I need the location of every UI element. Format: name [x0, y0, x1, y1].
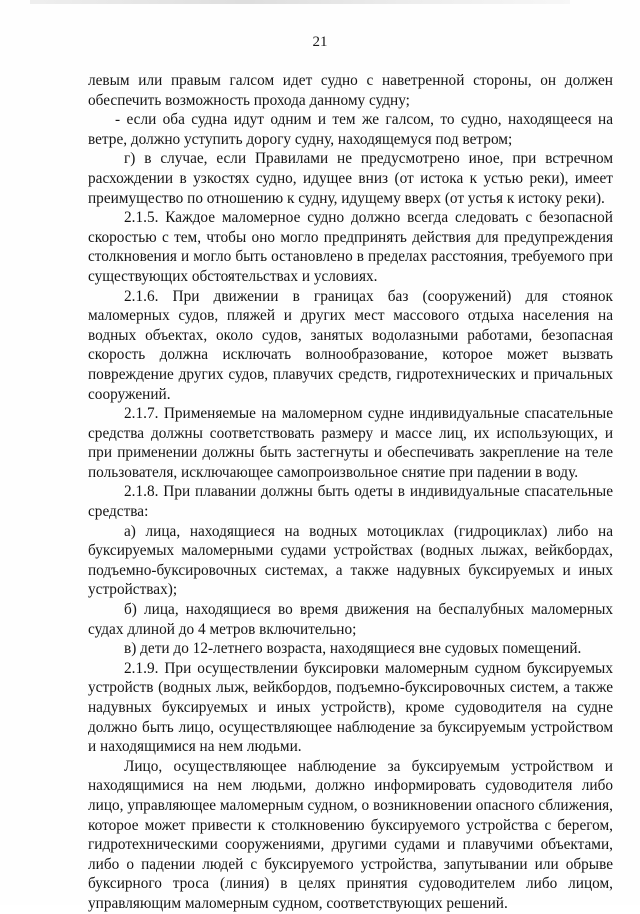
paragraph-2-1-5: 2.1.5. Каждое маломерное судно должно всегда следовать с безопасной скоростью с тем, чтобы оно могло предпринять действия для предупреждения столкновения и могло быть остановлено в пределах расстояния, требуемого при существующих обстоятельствах и условиях. [88, 209, 613, 285]
paragraph-observer: Лицо, осуществляющее наблюдение за буксируемым устройством и находящимися на нем людьми, должно информировать судоводителя либо лицо, управляющее маломерным судном, о возникновении опасного сближения, которое может привести к столкновению буксируемого устройства с берегом, гидротехническими сооружениями, другими судами и плавучими объектами, либо о падении людей с буксируемого устройства, запутывании или обрыве буксирного троса (линия) в целях принятия судоводителем либо лицом, управляющим маломерным судном, соответствующих решений. [88, 757, 613, 912]
paragraph-2-1-6: 2.1.6. При движении в границах баз (сооружений) для стоянок маломерных судов, пляжей и других мест массового отдыха населения на водных объектах, около судов, занятых водолазными работами, безопасная скорость должна исключать волнообразование, которое может вызвать повреждение других судов, плавучих средств, гидротехнических и причальных сооружений. [88, 287, 613, 403]
paragraph-item-v: в) дети до 12-летнего возраста, находящиеся вне судовых помещений. [124, 640, 582, 658]
paragraph-item-g: г) в случае, если Правилами не предусмотрено иное, при встречном расхождении в узкостях судно, идущее вниз (от истока к устью реки), имеет преимущество по отношению к судну, идущему вверх (от устья к истоку реки). [88, 150, 613, 207]
paragraph-2-1-9: 2.1.9. При осуществлении буксировки маломерным судном буксируемых устройств (водных лыж, вейкбордов, подъемно-буксировочных систем, а также надувных буксируемых и иных устройств), кроме судоводителя на судне должно быть лицо, осуществляющее наблюдение за буксируемым устройством и находящимися на нем людьми. [88, 659, 613, 756]
paragraph-2-1-7: 2.1.7. Применяемые на маломерном судне индивидуальные спасательные средства должны соответствовать размеру и массе лиц, их использующих, и при применении должны быть застегнуты и обеспечивать закрепление на теле пользователя, исключающее самопроизвольное снятие при падении в воду. [88, 405, 613, 481]
page-number: 21 [312, 34, 328, 50]
scan-edge-shadow [30, 0, 570, 4]
paragraph-continuation: левым или правым галсом идет судно с наветренной стороны, он должен обеспечить возможность прохода данному судну; [88, 72, 613, 109]
document-body [88, 71, 613, 914]
paragraph-item-b: б) лица, находящиеся во время движения на беспалубных маломерных судах длиной до 4 метров включительно; [88, 601, 613, 638]
paragraph-2-1-8: 2.1.8. При плавании должны быть одеты в индивидуальные спасательные средства: [88, 483, 613, 521]
paragraph-same-tack: - если оба судна идут одним и тем же галсом, то судно, находящееся на ветре, должно уступить дорогу судну, находящемуся под ветром; [88, 111, 613, 148]
paragraph-item-a: а) лица, находящиеся на водных мотоциклах (гидроциклах) либо на буксируемых маломерными судами устройствах (водных лыжах, вейкбордах, подъемно-буксировочных системах, а также надувных буксируемых и иных устройствах); [88, 522, 613, 599]
